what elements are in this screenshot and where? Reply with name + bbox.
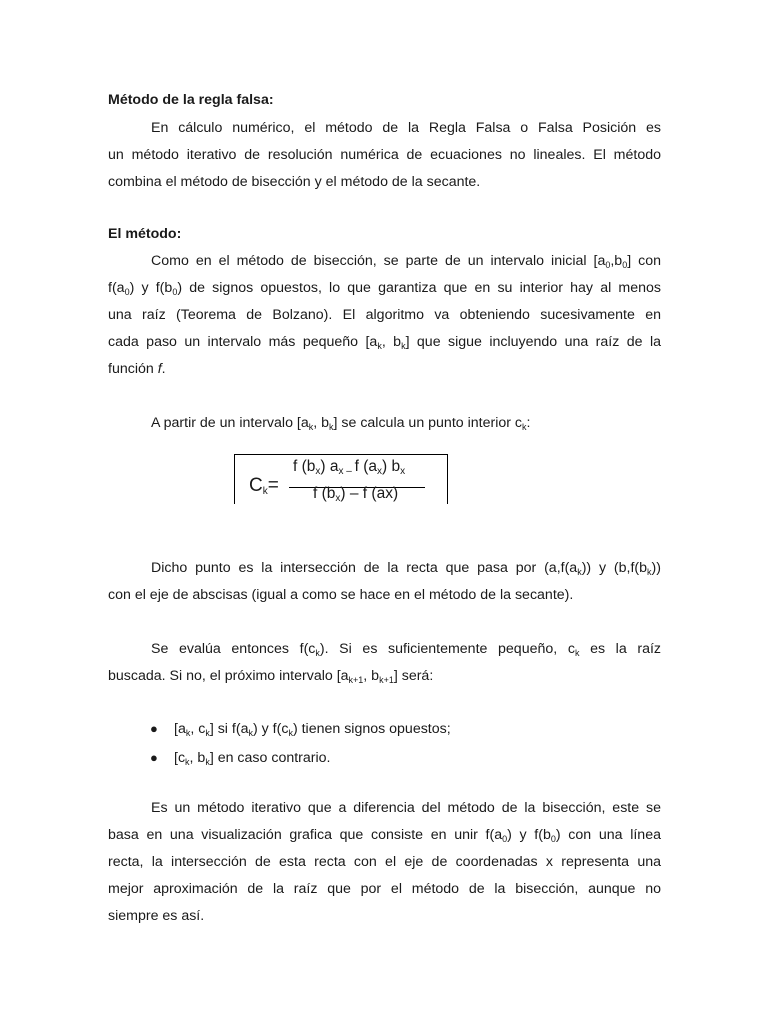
paragraph-line: Se evalúa entonces $f(c_k)$. Si es suficientemente pequeño, $c_k$ es la raíz <box>151 641 661 658</box>
paragraph-line: Como en el método de bisección, se parte de un intervalo inicial $[a_0,b_0]$ con <box>151 253 662 270</box>
formula-lhs: $C_k=$ <box>249 475 279 497</box>
bullet-icon: ● <box>150 750 158 765</box>
paragraph-line: cada paso un intervalo más pequeño [$a_k$, $b_k$] que sigue incluyendo una raíz de la <box>108 334 661 351</box>
section-title-metodo-regla-falsa: Método de la regla falsa: <box>108 92 274 108</box>
paragraph-line: A partir de un intervalo [$a_k$, $b_k$] se calcula un punto interior $c_k$: <box>151 415 531 432</box>
bullet-icon: ● <box>150 721 158 736</box>
paragraph-line: basa en una visualización grafica que consiste en unir $f(a_0)$ y $f(b_0)$ con una línea <box>108 827 661 844</box>
paragraph-line: Es un método iterativo que a diferencia del método de la bisección, este se <box>151 800 661 816</box>
formula-denominator: f $(b_x)$ – f (ax) <box>313 485 399 504</box>
paragraph-line: mejor aproximación de la raíz que por el método de la bisección, aunque no <box>108 881 661 897</box>
list-item: [$a_k$, $c_k$] si $f(a_k)$ y $f(c_k)$ tienen signos opuestos; <box>174 721 451 738</box>
paragraph-line: combina el método de bisección y el método de la secante. <box>108 174 481 190</box>
section-title-el-metodo: El método: <box>108 226 182 242</box>
paragraph-line: $f(a_0)$ y $f(b_0)$ de signos opuestos, lo que garantiza que en su interior hay al menos <box>108 280 661 297</box>
paragraph-line: siempre es así. <box>108 908 205 924</box>
paragraph-line: buscada. Si no, el próximo intervalo [$a_{k+1}$, $b_{k+1}$] será: <box>108 668 434 685</box>
paragraph-line: recta, la intersección de esta recta con el eje de coordenadas x representa una <box>108 854 661 870</box>
paragraph-line: En cálculo numérico, el método de la Regla Falsa o Falsa Posición es <box>151 120 661 136</box>
paragraph-line: Dicho punto es la intersección de la recta que pasa por $(a,f(a_k))$ y $(b,f(b_k))$ <box>151 560 661 577</box>
paragraph-line: función f. <box>108 361 166 377</box>
paragraph-line: con el eje de abscisas (igual a como se hace en el método de la secante). <box>108 587 574 603</box>
formula-numerator: f $(b_x)$ $a_{x -}$ f $(a_x)$ $b_x$ <box>293 458 406 477</box>
paragraph-line: un método iterativo de resolución numérica de ecuaciones no lineales. El método <box>108 147 661 163</box>
paragraph-line: una raíz (Teorema de Bolzano). El algoritmo va obteniendo sucesivamente en <box>108 307 661 323</box>
formula-box <box>234 454 448 504</box>
list-item: [$c_k$, $b_k$] en caso contrario. <box>174 750 331 767</box>
